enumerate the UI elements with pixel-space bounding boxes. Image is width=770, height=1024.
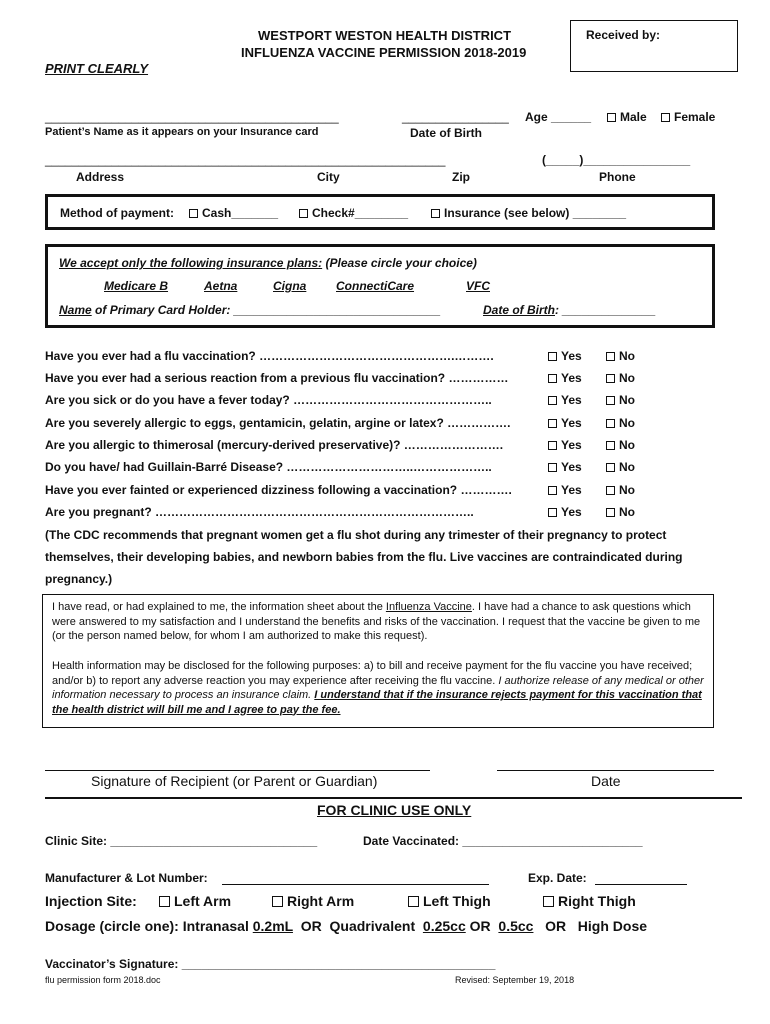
left-thigh-option[interactable]: Left Thigh bbox=[408, 893, 491, 909]
insurance-plans-box bbox=[45, 244, 715, 328]
recipient-signature-label: Signature of Recipient (or Parent or Guardian) bbox=[91, 773, 378, 789]
right-thigh-checkbox[interactable] bbox=[543, 896, 554, 907]
question-text: Have you ever had a flu vaccination? ………………………………………….………. bbox=[45, 349, 494, 363]
signature-date-label: Date bbox=[591, 773, 621, 789]
check-option[interactable]: Check#________ bbox=[299, 206, 408, 220]
yes-option[interactable]: Yes bbox=[548, 416, 582, 430]
left-arm-checkbox[interactable] bbox=[159, 896, 170, 907]
cdc-note-line2: themselves, their developing babies, and newborn babies from the flu. Live vaccines are contraindicated during bbox=[45, 550, 683, 564]
question-row bbox=[45, 505, 645, 523]
no-checkbox[interactable] bbox=[606, 374, 615, 383]
cash-checkbox[interactable] bbox=[189, 209, 198, 218]
no-option[interactable]: No bbox=[606, 460, 635, 474]
clinic-site-field[interactable]: Clinic Site: _______________________________ bbox=[45, 834, 318, 848]
female-option[interactable]: Female bbox=[661, 110, 715, 124]
question-text: Have you ever had a serious reaction from a previous flu vaccination? …………… bbox=[45, 371, 509, 385]
yes-checkbox[interactable] bbox=[548, 486, 557, 495]
no-option[interactable]: No bbox=[606, 483, 635, 497]
footer-filename: flu permission form 2018.doc bbox=[45, 975, 161, 985]
left-thigh-checkbox[interactable] bbox=[408, 896, 419, 907]
insurance-intro: We accept only the following insurance plans: (Please circle your choice) bbox=[59, 256, 477, 270]
question-row bbox=[45, 371, 645, 389]
yes-option[interactable]: Yes bbox=[548, 438, 582, 452]
footer-revised: Revised: September 19, 2018 bbox=[455, 975, 575, 985]
male-option[interactable]: Male bbox=[607, 110, 647, 124]
question-text: Are you allergic to thimerosal (mercury-derived preservative)? ……………………. bbox=[45, 438, 504, 452]
no-option[interactable]: No bbox=[606, 349, 635, 363]
no-checkbox[interactable] bbox=[606, 508, 615, 517]
yes-checkbox[interactable] bbox=[548, 463, 557, 472]
card-holder-field[interactable]: Name of Primary Card Holder: _______________________________ bbox=[59, 303, 441, 317]
question-row bbox=[45, 438, 645, 456]
address-label: Address bbox=[76, 170, 125, 184]
yes-checkbox[interactable] bbox=[548, 374, 557, 383]
question-row bbox=[45, 416, 645, 434]
no-checkbox[interactable] bbox=[606, 396, 615, 405]
left-arm-option[interactable]: Left Arm bbox=[159, 893, 231, 909]
female-checkbox[interactable] bbox=[661, 113, 670, 122]
dose-0-2ml[interactable]: 0.2mL bbox=[252, 918, 293, 934]
question-text: Have you ever fainted or experienced dizziness following a vaccination? …………. bbox=[45, 483, 512, 497]
city-label: City bbox=[317, 170, 340, 184]
injection-site-label: Injection Site: bbox=[45, 893, 137, 909]
cdc-note-line1: (The CDC recommends that pregnant women get a flu shot during any trimester of their pregnancy to protect bbox=[45, 528, 667, 542]
yes-option[interactable]: Yes bbox=[548, 349, 582, 363]
clinic-use-heading: FOR CLINIC USE ONLY bbox=[317, 802, 472, 818]
consent-paragraph-2: Health information may be disclosed for the following purposes: a) to bill and receive payment for the flu vaccine you have received; and/or b) to report any adverse reaction you may experience after receiving the flu vaccine. I authorize release of any medical or other information necessary to process an insurance claim. I understand that if the insurance rejects payment for this vaccination that the health district will bill me and I agree to pay the fee. bbox=[52, 660, 704, 716]
phone-label: Phone bbox=[599, 170, 636, 184]
dose-0-25cc[interactable]: 0.25cc bbox=[422, 918, 466, 934]
plan-connecticare[interactable]: ConnectiCare bbox=[336, 279, 415, 293]
question-row bbox=[45, 393, 645, 411]
no-option[interactable]: No bbox=[606, 371, 635, 385]
plan-medicare-b[interactable]: Medicare B bbox=[104, 279, 169, 293]
intranasal-label: Intranasal bbox=[182, 918, 249, 934]
manufacturer-lot-field[interactable] bbox=[222, 884, 489, 885]
yes-option[interactable]: Yes bbox=[548, 393, 582, 407]
form-title-line1: WESTPORT WESTON HEALTH DISTRICT bbox=[258, 28, 512, 43]
dose-0-5cc[interactable]: 0.5cc bbox=[498, 918, 534, 934]
date-of-birth-field[interactable]: ________________ bbox=[402, 110, 509, 124]
question-row bbox=[45, 483, 645, 501]
no-checkbox[interactable] bbox=[606, 352, 615, 361]
yes-option[interactable]: Yes bbox=[548, 371, 582, 385]
date-of-birth-label: Date of Birth bbox=[410, 126, 482, 140]
billing-agreement: I understand that if the insurance rejects payment for this vaccination that the health district will bill me and I agree to pay the fee. bbox=[52, 689, 702, 716]
insurance-checkbox[interactable] bbox=[431, 209, 440, 218]
yes-checkbox[interactable] bbox=[548, 441, 557, 450]
print-clearly-label: PRINT CLEARLY bbox=[45, 61, 149, 76]
no-checkbox[interactable] bbox=[606, 419, 615, 428]
address-field[interactable]: ____________________________________________________________ bbox=[45, 153, 446, 167]
divider bbox=[45, 797, 742, 799]
phone-field[interactable]: (_____)________________ bbox=[542, 153, 691, 167]
no-option[interactable]: No bbox=[606, 416, 635, 430]
age-field[interactable]: Age ______ bbox=[525, 110, 592, 124]
yes-option[interactable]: Yes bbox=[548, 460, 582, 474]
received-by-box[interactable] bbox=[570, 20, 738, 72]
card-holder-dob-field[interactable]: Date of Birth: ______________ bbox=[483, 303, 656, 317]
cdc-note-line3: pregnancy.) bbox=[45, 572, 113, 586]
received-by-label: Received by: bbox=[586, 28, 661, 42]
no-checkbox[interactable] bbox=[606, 463, 615, 472]
yes-option[interactable]: Yes bbox=[548, 505, 582, 519]
question-row bbox=[45, 460, 645, 478]
patient-name-label: Patient’s Name as it appears on your Insurance card bbox=[45, 126, 319, 138]
exp-date-label: Exp. Date: bbox=[528, 871, 587, 885]
influenza-vaccine-link: Influenza Vaccine bbox=[385, 601, 472, 613]
payment-method-box bbox=[45, 194, 715, 230]
plan-cigna[interactable]: Cigna bbox=[273, 279, 307, 293]
high-dose-option[interactable]: High Dose bbox=[577, 918, 648, 934]
check-checkbox[interactable] bbox=[299, 209, 308, 218]
exp-date-field[interactable] bbox=[595, 884, 687, 885]
question-row bbox=[45, 349, 645, 367]
date-vaccinated-field[interactable]: Date Vaccinated: ___________________________ bbox=[363, 834, 643, 848]
no-checkbox[interactable] bbox=[606, 486, 615, 495]
dosage-label: Dosage (circle one): bbox=[45, 918, 179, 934]
consent-paragraph-1: I have read, or had explained to me, the information sheet about the Influenza Vaccine. I have had a chance to ask questions which were answered to my satisfaction and I understand the benefits and risks of the vaccination. I request that the vaccine be given to me (or the person named below, for whom I am authorized to make this request). bbox=[52, 601, 701, 642]
question-text: Are you severely allergic to eggs, gentamicin, gelatin, argine or latex? ……………. bbox=[45, 416, 511, 430]
question-text: Do you have/ had Guillain-Barré Disease? …………………………..……………….. bbox=[45, 460, 492, 474]
male-checkbox[interactable] bbox=[607, 113, 616, 122]
right-arm-option[interactable]: Right Arm bbox=[272, 893, 354, 909]
no-option[interactable]: No bbox=[606, 505, 635, 519]
question-text: Are you pregnant? …………………………………………………………………….. bbox=[45, 505, 474, 519]
no-option[interactable]: No bbox=[606, 393, 635, 407]
yes-option[interactable]: Yes bbox=[548, 483, 582, 497]
vaccinator-signature-field[interactable]: Vaccinator’s Signature: _______________________________________________ bbox=[45, 957, 496, 971]
consent-box bbox=[42, 594, 714, 728]
yes-checkbox[interactable] bbox=[548, 352, 557, 361]
no-option[interactable]: No bbox=[606, 438, 635, 452]
right-thigh-option[interactable]: Right Thigh bbox=[543, 893, 636, 909]
patient-name-field[interactable]: ____________________________________________ bbox=[45, 110, 339, 124]
insurance-option[interactable]: Insurance (see below) ________ bbox=[431, 206, 626, 220]
plan-vfc[interactable]: VFC bbox=[466, 279, 490, 293]
recipient-signature-line[interactable] bbox=[45, 770, 430, 771]
signature-date-line[interactable] bbox=[497, 770, 714, 771]
yes-checkbox[interactable] bbox=[548, 419, 557, 428]
manufacturer-lot-label: Manufacturer & Lot Number: bbox=[45, 871, 208, 885]
right-arm-checkbox[interactable] bbox=[272, 896, 283, 907]
payment-method-label: Method of payment: bbox=[60, 206, 174, 220]
yes-checkbox[interactable] bbox=[548, 396, 557, 405]
form-title-line2: INFLUENZA VACCINE PERMISSION 2018-2019 bbox=[241, 45, 527, 60]
zip-label: Zip bbox=[452, 170, 470, 184]
no-checkbox[interactable] bbox=[606, 441, 615, 450]
plan-aetna[interactable]: Aetna bbox=[204, 279, 238, 293]
yes-checkbox[interactable] bbox=[548, 508, 557, 517]
question-text: Are you sick or do you have a fever today? ………………………………………….. bbox=[45, 393, 492, 407]
quadrivalent-label: Quadrivalent bbox=[329, 918, 416, 934]
cash-option[interactable]: Cash_______ bbox=[189, 206, 278, 220]
dosage-row: Dosage (circle one): Intranasal 0.2mL OR Quadrivalent 0.25cc OR 0.5cc OR High Dose bbox=[45, 918, 648, 934]
